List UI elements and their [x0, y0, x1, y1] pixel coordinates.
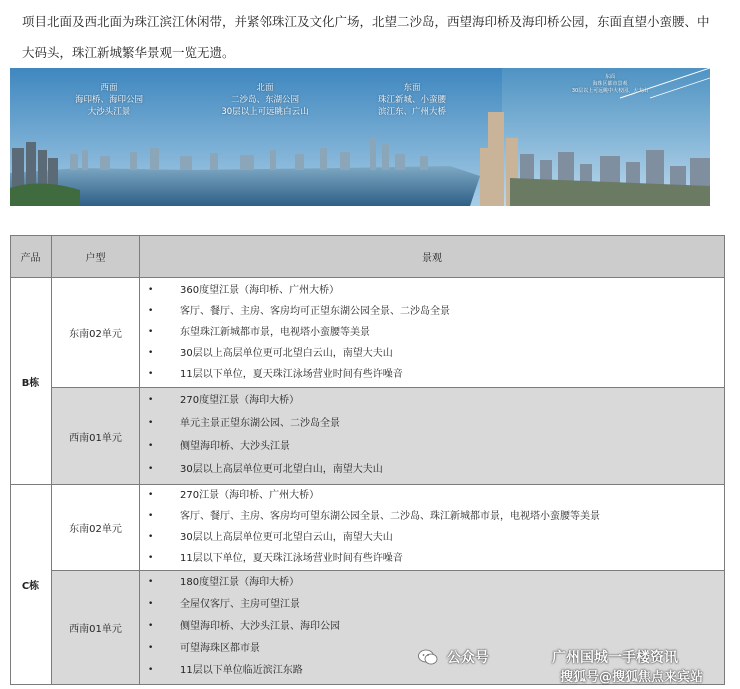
panorama-photo [10, 68, 710, 206]
view-text: 客厅、餐厅、主房、客房均可正望东湖公园全景、二沙岛全景 [180, 306, 450, 317]
view-text: 180度望江景（海印大桥） [180, 577, 300, 588]
view-text: 30层以上高层单位更可北望白云山，南望大夫山 [180, 532, 393, 543]
pano-label-west-line-3: 大沙头江景 [87, 107, 131, 117]
header-view: 景观 [140, 235, 725, 278]
views-b-sw01 [140, 388, 725, 485]
pano-label-east-2-line-3: 30层以上可远眺中大校园、大夫山 [571, 88, 649, 94]
view-text: 360度望江景（海印桥、广州大桥） [180, 285, 340, 296]
header-product: 产品 [10, 235, 52, 278]
view-table [10, 235, 725, 685]
bullet-dot: • [148, 621, 154, 631]
unit-c-sw01: 西南01单元 [52, 571, 140, 685]
bullet-dot: • [148, 490, 154, 500]
unit-b-sw01: 西南01单元 [52, 388, 140, 485]
sohu-watermark: 搜狐号@搜狐焦点来宾站 [560, 670, 704, 685]
views-b-se02 [140, 278, 725, 388]
pano-label-east-line-1: 东面 [403, 83, 421, 93]
view-text: 30层以上高层单位更可北望白山，南望大夫山 [180, 464, 383, 475]
intro-paragraph [22, 6, 722, 68]
view-text: 侧望海印桥、大沙头江景 [180, 441, 290, 452]
bullet-dot: • [148, 441, 154, 451]
pano-label-west [64, 82, 154, 118]
view-text: 30层以上高层单位更可北望白云山，南望大夫山 [180, 348, 393, 359]
bullet-dot: • [148, 599, 154, 609]
view-text: 单元主景正望东湖公园、二沙岛全景 [180, 418, 340, 429]
view-text: 全屋仅客厅、主房可望江景 [180, 599, 300, 610]
intro-line-1: 项目北面及西北面为珠江滨江休闲带，并紧邻珠江及文化广场，北望二沙岛，西望海印桥及海印桥公园，东面直望小蛮腰、中 [22, 14, 710, 29]
unit-c-se02: 东南02单元 [52, 485, 140, 571]
bullet-dot: • [148, 348, 154, 358]
unit-b-se02: 东南02单元 [52, 278, 140, 388]
view-text: 客厅、餐厅、主房、客房均可望东湖公园全景、二沙岛、珠江新城都市景，电视塔小蛮腰等美景 [180, 511, 600, 522]
bullet-dot: • [148, 464, 154, 474]
pano-label-east-2-line-1: 东面 [604, 74, 615, 80]
bullet-dot: • [148, 395, 154, 405]
view-text: 11层以下单位，夏天珠江泳场营业时间有些许噪音 [180, 553, 403, 564]
bullet-dot: • [148, 532, 154, 542]
pano-label-east-2 [555, 74, 665, 95]
account-name-watermark: 广州国城一手楼资讯 [552, 650, 678, 666]
pano-label-east-line-2: 珠江新城、小蛮腰 [377, 95, 446, 105]
bullet-dot: • [148, 285, 154, 295]
bullet-dot: • [148, 306, 154, 316]
public-account-label: 公众号 [446, 650, 489, 666]
pano-label-east-line-3: 滨江东、广州大桥 [377, 107, 446, 117]
bullet-dot: • [148, 665, 154, 675]
pano-label-east-2-line-2: 海珠区都市景观 [592, 81, 628, 87]
header-unit-type: 户型 [52, 235, 140, 278]
bullet-dot: • [148, 511, 154, 521]
bullet-dot: • [148, 553, 154, 563]
pano-label-west-line-2: 海印桥、海印公园 [74, 95, 143, 105]
bullet-dot: • [148, 577, 154, 587]
bullet-dot: • [148, 327, 154, 337]
public-account-watermark [418, 647, 489, 669]
pano-label-north-line-3: 30层以上可远眺白云山 [221, 107, 309, 117]
product-b: B栋 [10, 278, 52, 485]
pano-label-east [362, 82, 462, 118]
bullet-dot: • [148, 418, 154, 428]
views-c-se02 [140, 485, 725, 571]
view-text: 东望珠江新城都市景，电视塔小蛮腰等美景 [180, 327, 370, 338]
view-text: 侧望海印桥、大沙头江景、海印公园 [180, 621, 340, 632]
pano-label-north-line-1: 北面 [256, 83, 274, 93]
intro-line-2: 大码头，珠江新城繁华景观一览无遗。 [22, 45, 235, 60]
wechat-icon [418, 649, 438, 669]
bullet-dot: • [148, 643, 154, 653]
product-c: C栋 [10, 485, 52, 685]
view-text: 11层以下单位临近滨江东路 [180, 665, 303, 676]
pano-label-north [210, 82, 320, 118]
view-text: 270度望江景（海印大桥） [180, 395, 300, 406]
pano-label-north-line-2: 二沙岛、东湖公园 [230, 95, 299, 105]
view-text: 11层以下单位，夏天珠江泳场营业时间有些许噪音 [180, 369, 403, 380]
view-text: 可望海珠区都市景 [180, 643, 260, 654]
bullet-dot: • [148, 369, 154, 379]
view-text: 270江景（海印桥、广州大桥） [180, 490, 320, 501]
pano-label-west-line-1: 西面 [100, 83, 118, 93]
